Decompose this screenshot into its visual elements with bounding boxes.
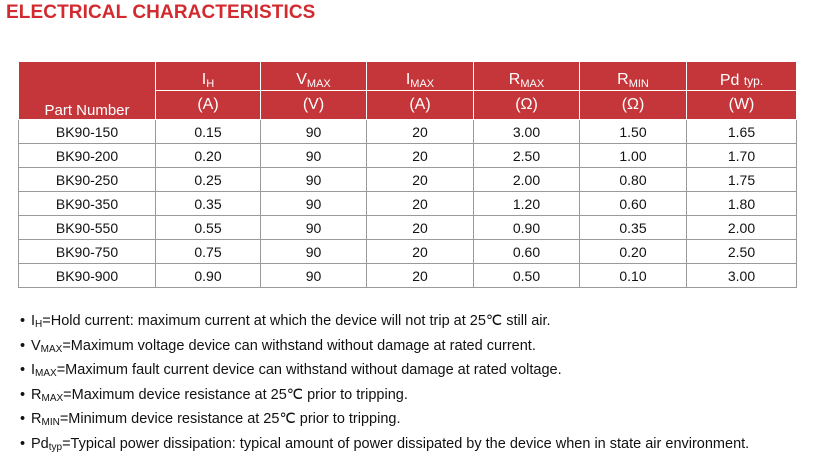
cell-ih: 0.75 bbox=[156, 240, 261, 264]
unit-ih: (A) bbox=[156, 91, 261, 120]
cell-rmax: 2.50 bbox=[474, 144, 580, 168]
cell-vmax: 90 bbox=[261, 192, 367, 216]
table-row bbox=[19, 216, 797, 240]
cell-rmin: 0.35 bbox=[580, 216, 687, 240]
unit-rmax: (Ω) bbox=[474, 91, 580, 120]
cell-imax: 20 bbox=[367, 168, 474, 192]
table-row bbox=[19, 240, 797, 264]
note-imax: • $I_{MAX}=Maximum$ fault current device can withstand without damage at rated voltage. bbox=[20, 360, 749, 385]
cell-vmax: 90 bbox=[261, 264, 367, 288]
note-rmin: • $R_{MIN}=Minimum$ device resistance at 25℃ prior to tripping. bbox=[20, 409, 749, 434]
cell-part-number: BK90-550 bbox=[19, 216, 156, 240]
bullet-icon: • bbox=[20, 362, 26, 379]
table-row bbox=[19, 168, 797, 192]
cell-imax: 20 bbox=[367, 120, 474, 144]
cell-part-number: BK90-350 bbox=[19, 192, 156, 216]
header-imax: $I_{MAX}$ bbox=[367, 62, 474, 91]
cell-imax: 20 bbox=[367, 144, 474, 168]
cell-part-number: BK90-250 bbox=[19, 168, 156, 192]
unit-pd-typ: (W) bbox=[687, 91, 797, 120]
cell-imax: 20 bbox=[367, 192, 474, 216]
cell-vmax: 90 bbox=[261, 120, 367, 144]
cell-pd-typ: 3.00 bbox=[687, 264, 797, 288]
cell-rmax: 2.00 bbox=[474, 168, 580, 192]
cell-rmax: 0.50 bbox=[474, 264, 580, 288]
header-rmax: $R_{MAX}$ bbox=[474, 62, 580, 91]
table-row bbox=[19, 192, 797, 216]
cell-pd-typ: 1.70 bbox=[687, 144, 797, 168]
bullet-icon: • bbox=[20, 313, 26, 329]
cell-ih: 0.25 bbox=[156, 168, 261, 192]
cell-pd-typ: 2.00 bbox=[687, 216, 797, 240]
cell-rmax: 3.00 bbox=[474, 120, 580, 144]
table-row bbox=[19, 120, 797, 144]
electrical-characteristics-table bbox=[18, 61, 797, 288]
cell-vmax: 90 bbox=[261, 168, 367, 192]
unit-imax: (A) bbox=[367, 91, 474, 120]
cell-part-number: BK90-150 bbox=[19, 120, 156, 144]
cell-vmax: 90 bbox=[261, 240, 367, 264]
cell-ih: 0.20 bbox=[156, 144, 261, 168]
cell-part-number: BK90-900 bbox=[19, 264, 156, 288]
header-ih: $I_H$ bbox=[156, 62, 261, 91]
cell-pd-typ: 2.50 bbox=[687, 240, 797, 264]
cell-rmin: 1.00 bbox=[580, 144, 687, 168]
cell-part-number: BK90-750 bbox=[19, 240, 156, 264]
note-ih: • $I_H=Hold$ current: maximum current at which the device will not trip at 25℃ still air. bbox=[20, 311, 749, 336]
table-row bbox=[19, 144, 797, 168]
note-pd-typ: • $Pd_{typ}=Typical$ power dissipation: typical amount of power dissipated by the device when in state air environment. bbox=[20, 434, 749, 459]
cell-pd-typ: 1.65 bbox=[687, 120, 797, 144]
cell-rmax: 0.90 bbox=[474, 216, 580, 240]
bullet-icon: • bbox=[20, 435, 26, 452]
bullet-icon: • bbox=[20, 337, 26, 354]
header-rmin: $R_{MIN}$ bbox=[580, 62, 687, 91]
cell-ih: 0.55 bbox=[156, 216, 261, 240]
table-row bbox=[19, 264, 797, 288]
page-title: ELECTRICAL CHARACTERISTICS bbox=[6, 2, 316, 23]
note-vmax: • $V_{MAX}=Maximum$ voltage device can withstand without damage at rated current. bbox=[20, 336, 749, 361]
cell-rmin: 0.80 bbox=[580, 168, 687, 192]
cell-vmax: 90 bbox=[261, 216, 367, 240]
cell-pd-typ: 1.80 bbox=[687, 192, 797, 216]
cell-imax: 20 bbox=[367, 240, 474, 264]
part-number-header: Part Number bbox=[19, 62, 156, 120]
cell-ih: 0.90 bbox=[156, 264, 261, 288]
bullet-icon: • bbox=[20, 386, 26, 403]
header-pd-typ: Pd typ. bbox=[687, 62, 797, 91]
cell-part-number: BK90-200 bbox=[19, 144, 156, 168]
cell-rmin: 0.60 bbox=[580, 192, 687, 216]
bullet-icon: • bbox=[20, 411, 26, 428]
unit-rmin: (Ω) bbox=[580, 91, 687, 120]
cell-rmin: 1.50 bbox=[580, 120, 687, 144]
cell-vmax: 90 bbox=[261, 144, 367, 168]
unit-vmax: (V) bbox=[261, 91, 367, 120]
header-vmax: $V_{MAX}$ bbox=[261, 62, 367, 91]
cell-rmin: 0.10 bbox=[580, 264, 687, 288]
note-rmax: • $R_{MAX}=Maximum$ device resistance at 25℃ prior to tripping. bbox=[20, 385, 749, 410]
cell-ih: 0.15 bbox=[156, 120, 261, 144]
cell-rmax: 1.20 bbox=[474, 192, 580, 216]
cell-imax: 20 bbox=[367, 216, 474, 240]
cell-imax: 20 bbox=[367, 264, 474, 288]
cell-rmax: 0.60 bbox=[474, 240, 580, 264]
cell-pd-typ: 1.75 bbox=[687, 168, 797, 192]
notes-list bbox=[20, 311, 749, 459]
cell-rmin: 0.20 bbox=[580, 240, 687, 264]
cell-ih: 0.35 bbox=[156, 192, 261, 216]
